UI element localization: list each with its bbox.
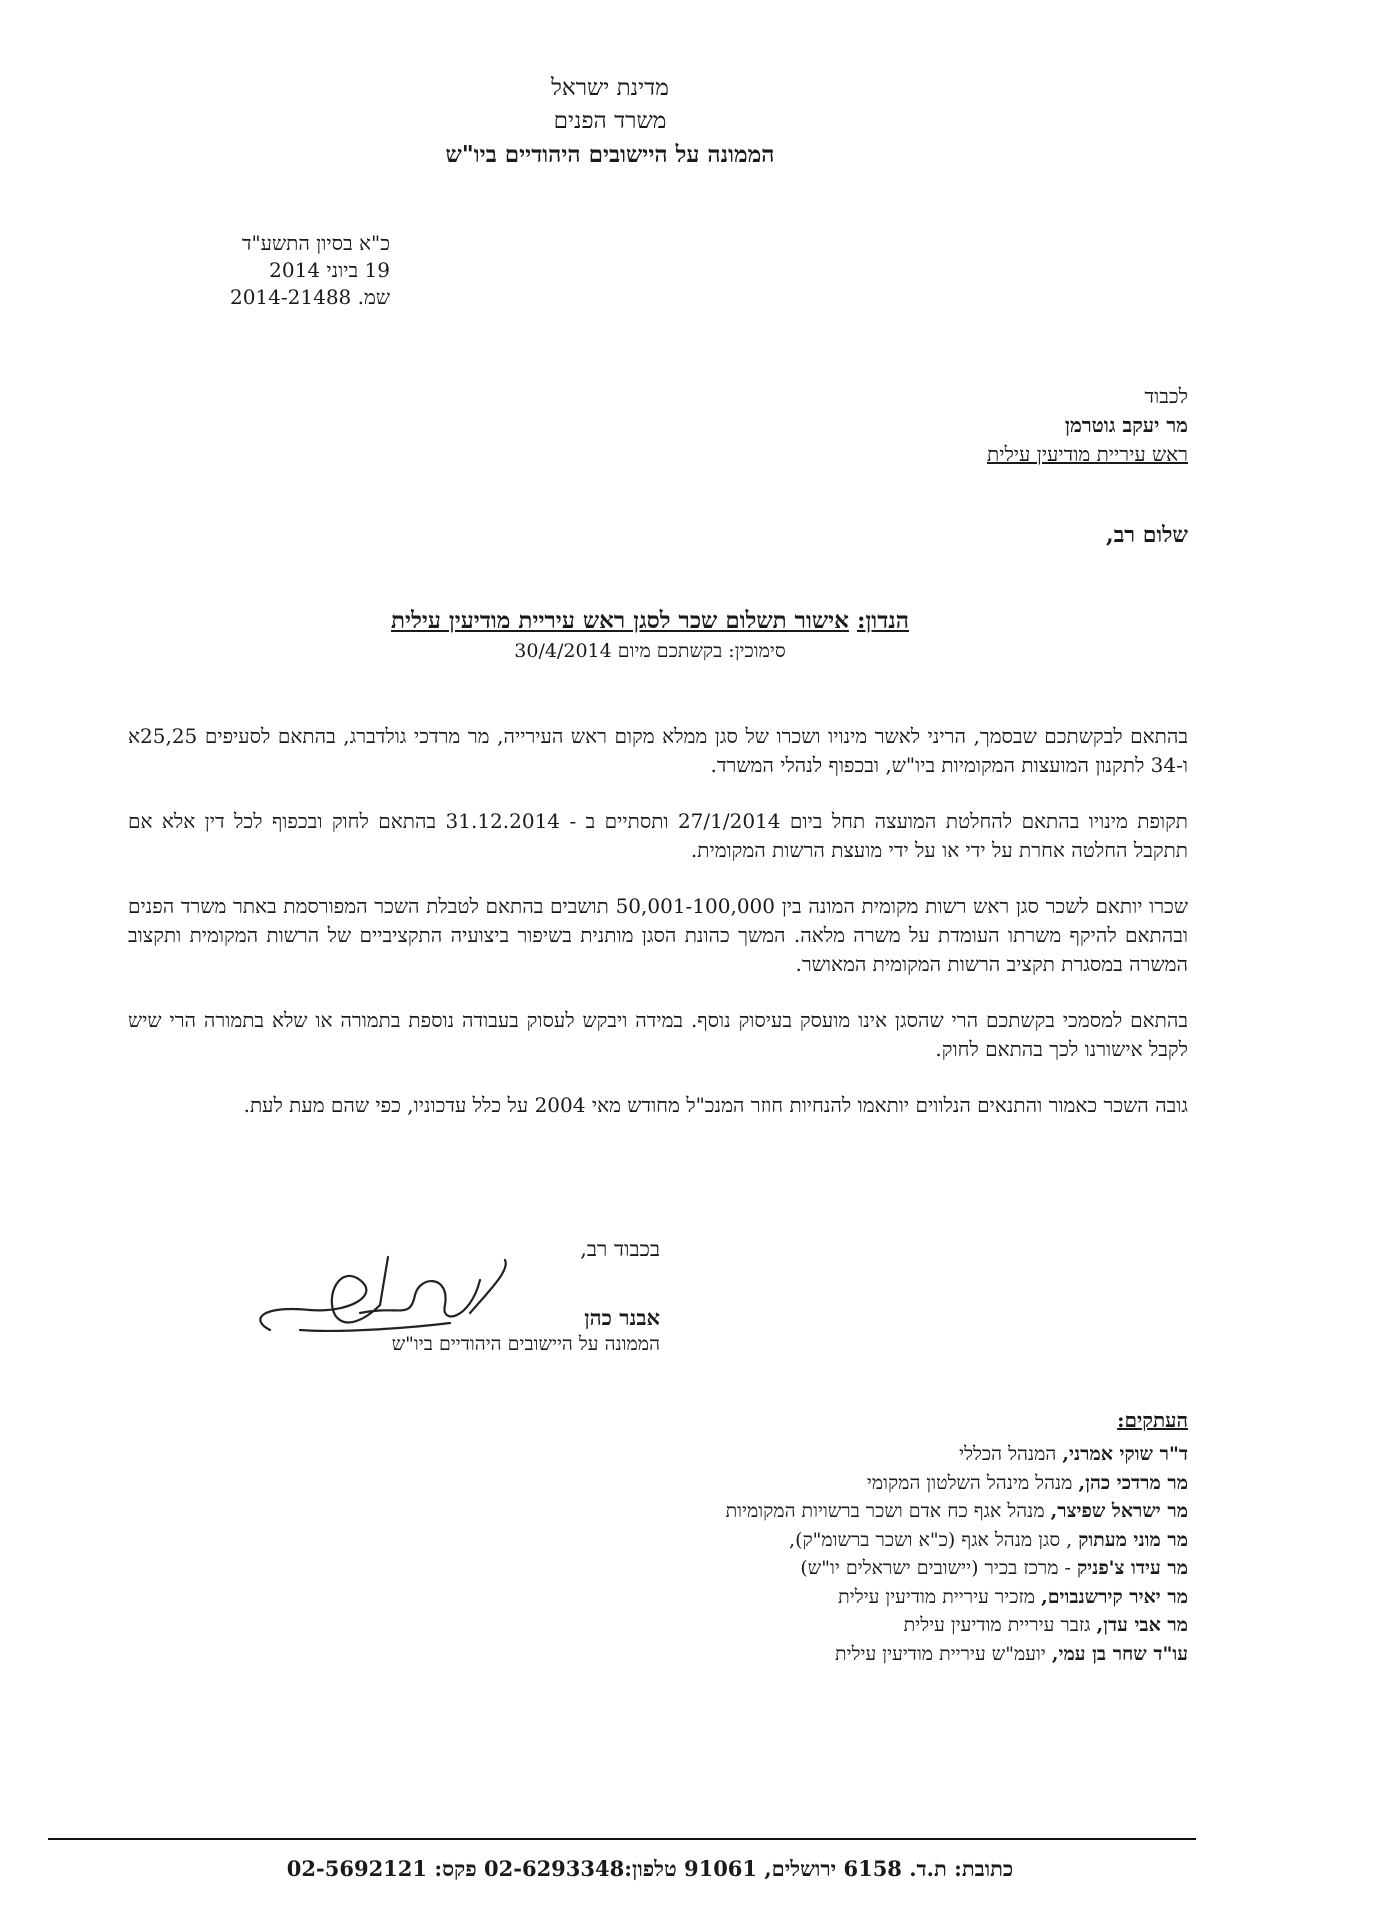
recipient-title: ראש עיריית מודיעין עילית xyxy=(987,442,1188,466)
letterhead-state: מדינת ישראל xyxy=(551,75,669,101)
signer-name: אבנר כהן xyxy=(584,1305,660,1330)
list-item xyxy=(726,1583,1188,1612)
body-paragraph: תקופת מינויו בהתאם להחלטת המועצה תחל ביום 27/1/2014 ותסתיים ב - 31.12.2014 בהתאם לחוק ובכפוף לכל דין אלא אם תתקבל החלטה אחרת על ידי או על ידי מועצת הרשות המקומית. xyxy=(128,809,1188,862)
copy-name: מר מרדכי כהן, xyxy=(1078,1471,1188,1494)
footer-address: כתובת: ת.ד. 6158 ירושלים, 91061 טלפון:02-6293348 פקס: 02-5692121 xyxy=(286,1856,1014,1881)
signature-block xyxy=(240,1235,660,1355)
recipient-block xyxy=(987,382,1188,469)
letterhead-ministry: משרד הפנים xyxy=(553,108,667,134)
body-paragraph: בהתאם לבקשתכם שבסמך, הריני לאשר מינויו ושכרו של סגן ממלא מקום ראש העירייה, מר מרדכי גולדברג, בהתאם לסעיפים 25,25א ו-34 לתקנון המועצות המקומיות ביו"ש, ובכפוף לנהלי המשרד. xyxy=(128,724,1188,777)
copy-name: מר עידו צ'פניק xyxy=(1077,1557,1188,1579)
recipient-name: מר יעקב גוטרמן xyxy=(1064,413,1188,437)
subject-line xyxy=(290,607,1010,634)
list-item xyxy=(726,1611,1188,1640)
list-item xyxy=(726,1440,1188,1469)
signer-title: הממונה על היישובים היהודיים ביו"ש xyxy=(391,1333,660,1355)
letter-body xyxy=(128,722,1188,1147)
copy-role: גזבר עיריית מודיעין עילית xyxy=(903,1614,1097,1636)
letterhead-office: הממונה על היישובים היהודיים ביו"ש xyxy=(445,141,775,168)
list-item xyxy=(726,1554,1188,1583)
copy-role: מנהל אגף כח אדם ושכר ברשויות המקומיות xyxy=(725,1500,1051,1522)
gregorian-date: 19 ביוני 2014 xyxy=(269,258,390,282)
body-paragraph: גובה השכר כאמור והתנאים הנלווים יותאמו להנחיות חוזר המנכ"ל מחודש מאי 2004 על כלל עדכוניו, כפי שהם מעת לעת. xyxy=(243,1093,1188,1117)
date-block xyxy=(230,230,390,311)
copy-name: מר אבי עדן, xyxy=(1096,1614,1188,1636)
letterhead xyxy=(360,72,860,171)
copy-name: מר יאיר קירשנבוים, xyxy=(1041,1585,1188,1608)
recipient-salutation: לכבוד xyxy=(1144,384,1188,408)
copy-role: - מרכז בכיר (יישובים ישראלים יו"ש) xyxy=(800,1557,1077,1579)
copy-role: , סגן מנהל אגף (כ"א ושכר ברשומ"ק), xyxy=(789,1528,1079,1551)
copy-role: המנהל הכללי xyxy=(959,1443,1063,1465)
footer-divider xyxy=(48,1838,1196,1840)
list-item xyxy=(726,1497,1188,1526)
reference-number: שמ. 2014-21488 xyxy=(229,285,390,309)
hebrew-date: כ"א בסיון התשע"ד xyxy=(241,231,390,255)
subject-reference: סימוכין: בקשתכם מיום 30/4/2014 xyxy=(514,640,786,662)
copies-list xyxy=(726,1440,1188,1668)
copy-name: מר ישראל שפיצר, xyxy=(1050,1500,1188,1522)
copy-name: ד"ר שוקי אמרני, xyxy=(1062,1443,1188,1465)
subject-label: הנדון: xyxy=(856,607,909,634)
list-item xyxy=(726,1469,1188,1498)
list-item xyxy=(726,1526,1188,1555)
copy-name: מר מוני מעתוק xyxy=(1078,1528,1188,1551)
copies-title: העתקים: xyxy=(1117,1408,1188,1432)
signature-closing: בכבוד רב, xyxy=(580,1237,660,1261)
copy-name: עו"ד שחר בן עמי, xyxy=(1051,1642,1188,1665)
greeting: שלום רב, xyxy=(1106,522,1188,548)
copy-role: מזכיר עיריית מודיעין עילית xyxy=(838,1585,1042,1608)
subject-block xyxy=(290,607,1010,663)
body-paragraph: בהתאם למסמכי בקשתכם הרי שהסגן אינו מועסק בעיסוק נוסף. במידה ויבקש לעסוק בעבודה נוספת בתמורה או שלא בתמורה הרי שיש לקבל אישורנו לכך בהתאם לחוק. xyxy=(128,1008,1188,1061)
list-item xyxy=(726,1640,1188,1669)
body-paragraph: שכרו יותאם לשכר סגן ראש רשות מקומית המונה בין 50,001-100,000 תושבים בהתאם לטבלת השכר המפורסמת באתר משרד הפנים ובהתאם להיקף משרתו העומדת על משרה מלאה. המשך כהונת הסגן מותנית בשיפור ביצועיה התקציביים של הרשות המקומית ותקצוב המשרה במסגרת תקציב הרשות המקומית המאושר. xyxy=(128,894,1188,976)
copy-role: יועמ"ש עיריית מודיעין עילית xyxy=(835,1642,1052,1665)
copy-role: מנהל מינהל השלטון המקומי xyxy=(866,1471,1079,1494)
subject-text: אישור תשלום שכר לסגן ראש עיריית מודיעין עילית xyxy=(391,607,849,634)
